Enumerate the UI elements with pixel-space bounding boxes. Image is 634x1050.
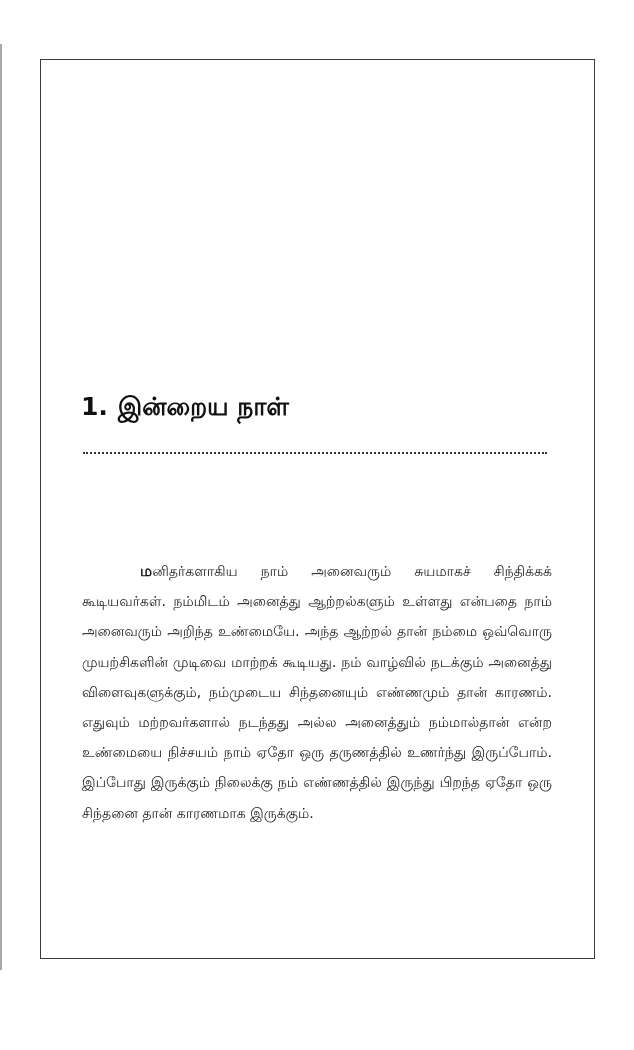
document-margin-line: [0, 44, 2, 970]
paragraph-text: னிதர்களாகிய நாம் அனைவரும் சுயமாகச் சிந்திக்கக் கூடியவர்கள். நம்மிடம் அனைத்து ஆற்றல்களும் உள்ளது என்பதை நாம் அனைவரும் அறிந்த உண்மையே. அந்த ஆற்றல் தான் நம்மை ஒவ்வொரு முயற்சிகளின் முடிவை மாற்றக் கூடியது. நம் வாழ்வில் நடக்கும் அனைத்து விளைவுகளுக்கும், நம்முடைய சிந்தனையும் எண்ணமும் தான் காரணம். எதுவும் மற்றவர்களால் நடந்தது அல்ல அனைத்தும் நம்மால்தான் என்ற உண்மையை நிச்சயம் நாம் ஏதோ ஒரு தருணத்தில் உணர்ந்து இருப்போம். இப்போது இருக்கும் நிலைக்கு நம் எண்ணத்தில் இருந்து பிறந்த ஏதோ ஒரு சிந்தனை தான் காரணமாக இருக்கும்.: [82, 564, 552, 822]
body-paragraph: [82, 556, 552, 829]
heading-divider: [83, 452, 547, 454]
chapter-title: இன்றைய நாள்: [117, 392, 289, 421]
chapter-heading: [81, 392, 289, 425]
drop-cap-letter: ம: [140, 562, 153, 580]
document-page: [40, 59, 595, 959]
chapter-number: 1.: [81, 392, 108, 421]
